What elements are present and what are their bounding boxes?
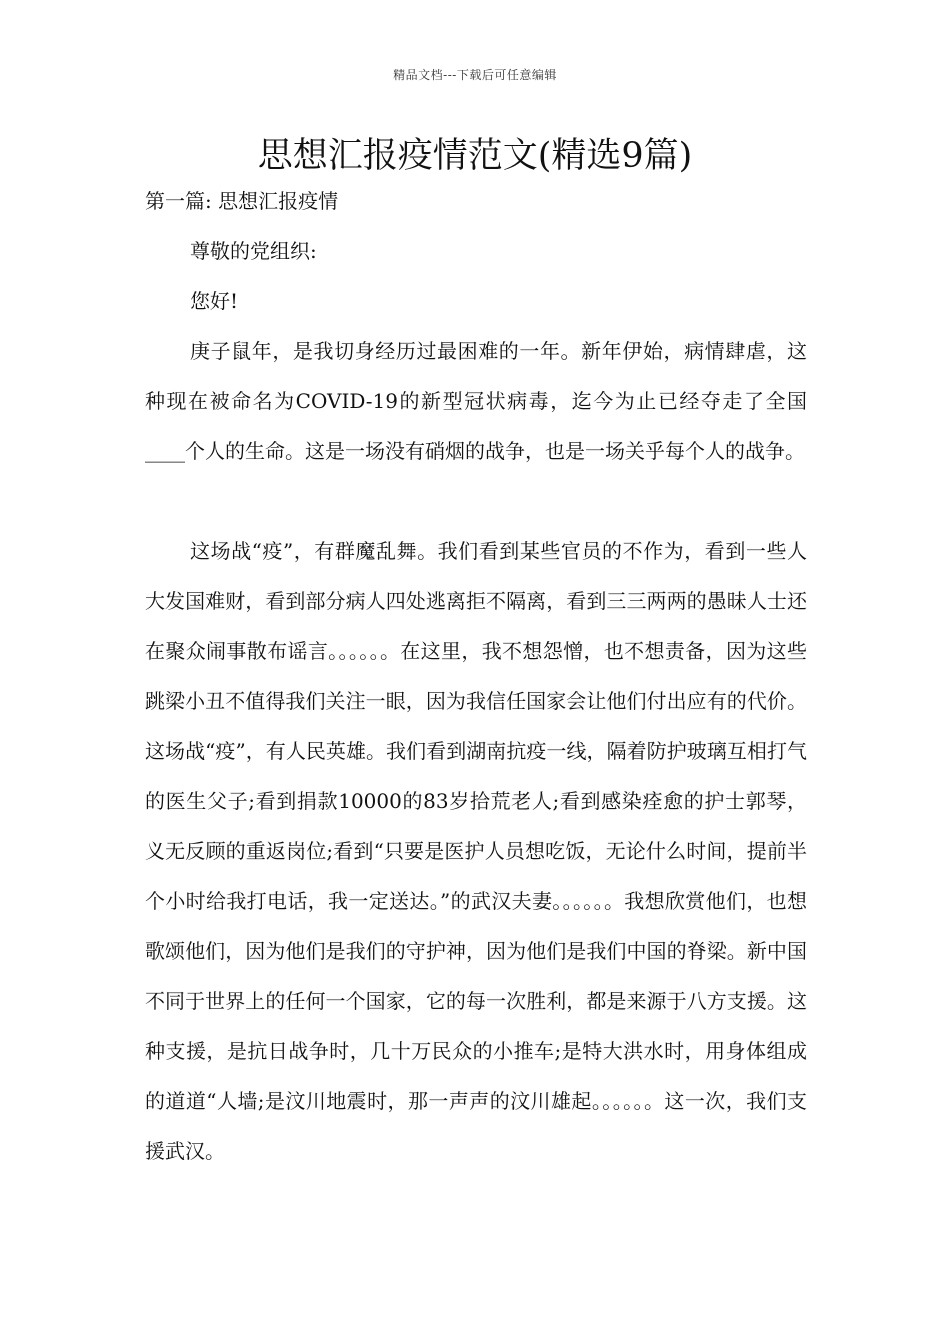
body-paragraph-2: 这场战“疫”，有群魔乱舞。我们看到某些官员的不作为，看到一些人大发国难财，看到部分病人四处逃离拒不隔离，看到三三两两的愚昧人士还在聚众闹事散布谣言。。。。。。在这里，我不想怨憎，也不想责备，因为这些跳梁小丑不值得我们关注一眼，因为我信任国家会让他们付出应有的代价。这场战“疫”，有人民英雄。我们看到湖南抗疫一线，隔着防护玻璃互相打气的医生父子;看到捐款10000的83岁拾荒老人;看到感染痊愈的护士郭琴，义无反顾的重返岗位;看到“只要是医护人员想吃饭，无论什么时间，提前半个小时给我打电话，我一定送达。”的武汉夫妻。。。。。。我想欣赏他们，也想歌颂他们，因为他们是我们的守护神，因为他们是我们中国的脊梁。新中国不同于世界上的任何一个国家，它的每一次胜利，都是来源于八方支援。这种支援，是抗日战争时，几十万民众的小推车;是特大洪水时，用身体组成的道道“人墙;是汶川地震时，那一声声的汶川雄起。。。。。。这一次，我们支援武汉。 xyxy=(145,539,807,1163)
document-title: 思想汇报疫情范文(精选9篇) xyxy=(257,136,693,176)
page-header-tagline: 精品文档---下载后可任意编辑 xyxy=(393,68,557,82)
greeting: 您好! xyxy=(190,289,239,313)
body-paragraph-1: 庚子鼠年，是我切身经历过最困难的一年。新年伊始，病情肆虐，这种现在被命名为COVID-19的新型冠状病毒，迄今为止已经夺走了全国____个人的生命。这是一场没有硝烟的战争，也是一场关乎每个人的战争。 xyxy=(145,339,807,463)
section-heading: 第一篇: 思想汇报疫情 xyxy=(145,189,339,213)
salutation: 尊敬的党组织: xyxy=(190,239,317,263)
